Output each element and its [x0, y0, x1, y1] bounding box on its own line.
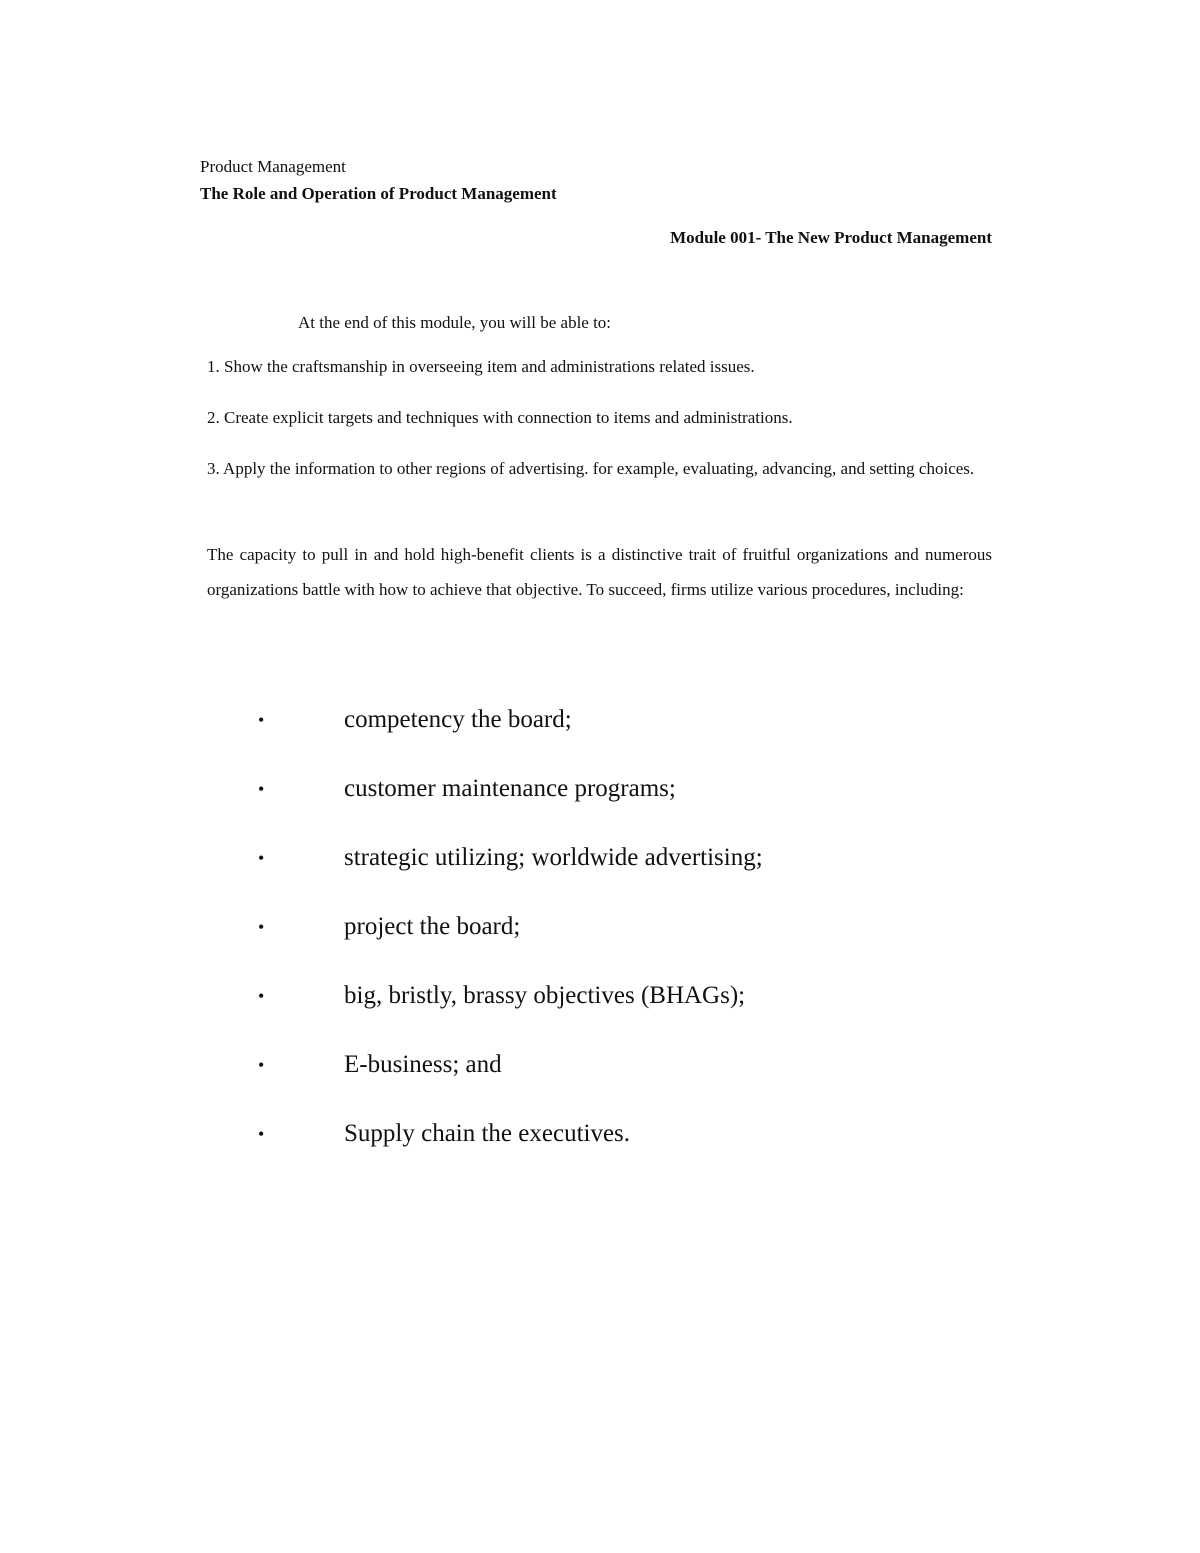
objective-item: 3. Apply the information to other regions of advertising. for example, evaluating, advancing, and setting choices.	[207, 459, 975, 478]
list-item-text: big, bristly, brassy objectives (BHAGs);	[344, 982, 746, 1009]
list-item	[258, 1114, 763, 1183]
list-item-text: strategic utilizing; worldwide advertising;	[344, 844, 763, 871]
objective-item: 2. Create explicit targets and techniques with connection to items and administrations.	[207, 408, 793, 427]
list-item	[258, 907, 763, 976]
course-name: Product Management	[200, 157, 346, 176]
list-item	[258, 1045, 763, 1114]
list-item	[258, 700, 763, 769]
list-item-text: project the board;	[344, 913, 521, 940]
list-item	[258, 976, 763, 1045]
list-item-text: competency the board;	[344, 706, 572, 733]
bullet-icon: •	[258, 917, 265, 937]
list-item	[258, 769, 763, 838]
bullet-icon: •	[258, 986, 265, 1006]
intro-text: At the end of this module, you will be able to:	[298, 313, 612, 332]
list-item-text: E-business; and	[344, 1051, 502, 1078]
bullet-list	[258, 700, 763, 1183]
list-item-text: customer maintenance programs;	[344, 775, 676, 802]
objective-item: 1. Show the craftsmanship in overseeing item and administrations related issues.	[207, 357, 755, 376]
list-item	[258, 838, 763, 907]
bullet-icon: •	[258, 710, 265, 730]
document-title: The Role and Operation of Product Management	[200, 184, 557, 203]
bullet-icon: •	[258, 848, 265, 868]
module-title: Module 001- The New Product Management	[670, 228, 992, 247]
bullet-icon: •	[258, 1124, 265, 1144]
list-item-text: Supply chain the executives.	[344, 1120, 631, 1147]
body-paragraph: The capacity to pull in and hold high-benefit clients is a distinctive trait of fruitful organizations and numerous organizations battle with how to achieve that objective. To succeed, firms utilize various procedures, including:	[207, 545, 992, 599]
bullet-icon: •	[258, 779, 265, 799]
bullet-icon: •	[258, 1055, 265, 1075]
